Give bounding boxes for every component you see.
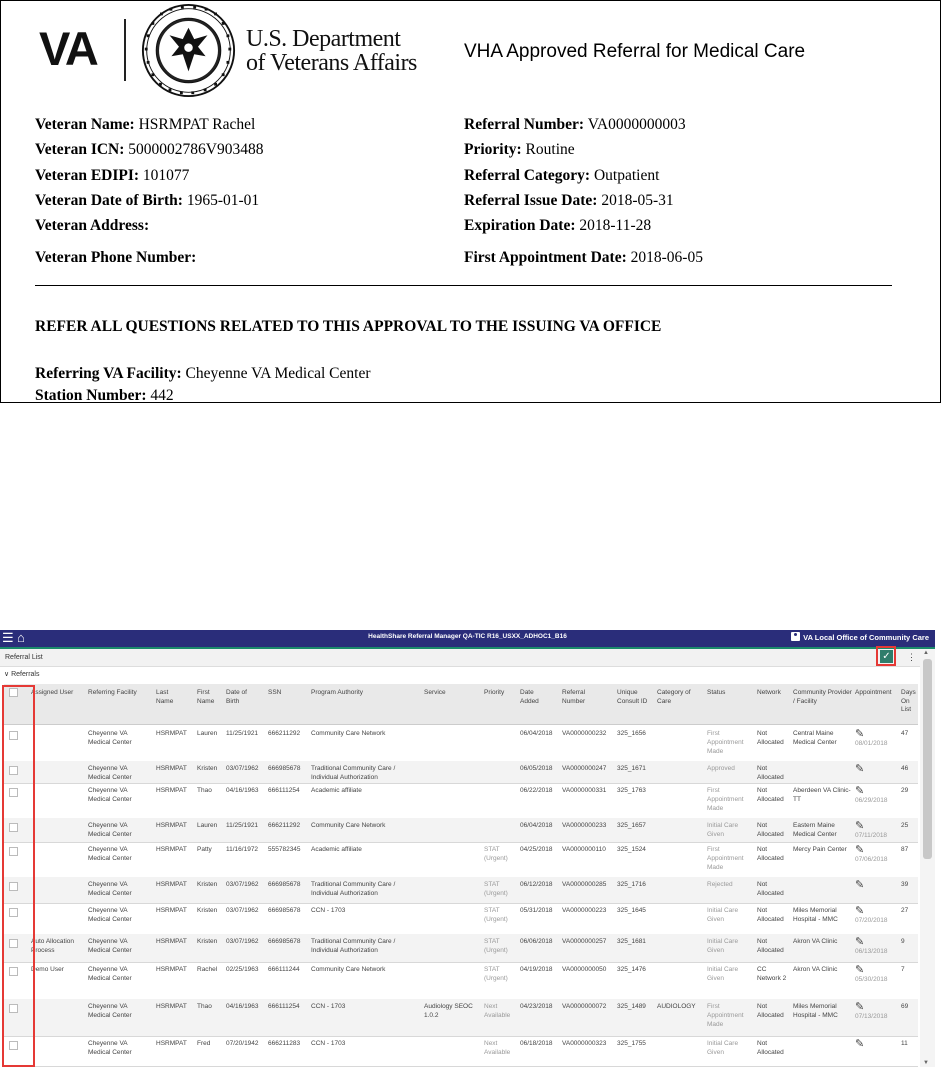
edit-appointment-icon[interactable]: ✎ bbox=[855, 728, 865, 740]
edit-appointment-icon[interactable]: ✎ bbox=[855, 936, 865, 948]
cell-priority: Next Available bbox=[484, 1040, 511, 1056]
referrals-label: Referrals bbox=[11, 671, 40, 678]
field-value: VA0000000003 bbox=[587, 116, 686, 133]
veteran-icn-field bbox=[35, 141, 263, 159]
referral-number-field bbox=[464, 116, 686, 134]
cell-ssn: 666211292 bbox=[268, 730, 301, 737]
field-label: Veteran Address: bbox=[35, 217, 150, 234]
field-value: Outpatient bbox=[593, 167, 660, 184]
cell-status: Initial Care Given bbox=[707, 907, 739, 923]
cell-facility: Cheyenne VA Medical Center bbox=[88, 730, 132, 746]
field-label: Referring VA Facility: bbox=[35, 365, 182, 382]
cell-facility: Cheyenne VA Medical Center bbox=[88, 907, 132, 923]
annotation-highlight-toggle bbox=[876, 646, 896, 666]
cell-last: HSRMPAT bbox=[156, 730, 187, 737]
field-label: Veteran Phone Number: bbox=[35, 249, 197, 266]
cell-provider: Aberdeen VA Clinic-TT bbox=[793, 787, 851, 803]
cell-first: Kristen bbox=[197, 907, 218, 914]
col-date-of-birth[interactable]: Date of Birth bbox=[226, 689, 247, 705]
cell-provider: Mercy Pain Center bbox=[793, 846, 847, 853]
veteran-edipi-field bbox=[35, 167, 189, 185]
cell-program: CCN - 1703 bbox=[311, 907, 346, 914]
field-value: 2018-05-31 bbox=[601, 192, 674, 209]
cell-consult: 325_1671 bbox=[617, 765, 646, 772]
field-label: First Appointment Date: bbox=[464, 249, 627, 266]
cell-facility: Cheyenne VA Medical Center bbox=[88, 1003, 132, 1019]
cell-refnum: VA0000000110 bbox=[562, 846, 606, 853]
field-value: HSRMPAT Rachel bbox=[138, 116, 256, 133]
cell-last: HSRMPAT bbox=[156, 1040, 187, 1047]
cell-provider: Eastern Maine Medical Center bbox=[793, 822, 837, 838]
veteran-name-field bbox=[35, 116, 255, 134]
cell-priority: STAT (Urgent) bbox=[484, 938, 508, 954]
cell-appointment-date: 07/06/2018 bbox=[855, 856, 888, 863]
col-priority[interactable]: Priority bbox=[484, 689, 505, 696]
cell-added: 06/04/2018 bbox=[520, 730, 553, 737]
cell-last: HSRMPAT bbox=[156, 907, 187, 914]
hamburger-menu-icon[interactable]: ☰ bbox=[2, 630, 14, 645]
cell-first: Patty bbox=[197, 846, 212, 853]
cell-ssn: 666111254 bbox=[268, 1003, 300, 1010]
cell-dob: 04/16/1963 bbox=[226, 1003, 259, 1010]
cell-provider: Akron VA Clinic bbox=[793, 966, 838, 973]
department-line-1: U.S. Department bbox=[246, 26, 401, 52]
cell-priority: STAT (Urgent) bbox=[484, 846, 508, 862]
field-label: Referral Category: bbox=[464, 167, 591, 184]
edit-appointment-icon[interactable]: ✎ bbox=[855, 1001, 865, 1013]
cell-program: CCN - 1703 bbox=[311, 1003, 346, 1010]
cell-status: First Appointment Made bbox=[707, 787, 744, 812]
cell-days: 39 bbox=[901, 881, 909, 888]
cell-priority: STAT (Urgent) bbox=[484, 907, 508, 923]
col-unique-consult-id[interactable]: Unique Consult ID bbox=[617, 689, 648, 705]
cell-days: 29 bbox=[901, 787, 909, 794]
cell-consult: 325_1763 bbox=[617, 787, 646, 794]
cell-first: Lauren bbox=[197, 822, 218, 829]
cell-consult: 325_1657 bbox=[617, 822, 646, 829]
table-row[interactable] bbox=[4, 999, 918, 1037]
field-label: Veteran EDIPI: bbox=[35, 167, 140, 184]
cell-network: Not Allocated bbox=[757, 730, 784, 746]
cell-consult: 325_1476 bbox=[617, 966, 646, 973]
cell-network: Not Allocated bbox=[757, 765, 784, 781]
field-label: Veteran ICN: bbox=[35, 141, 125, 158]
cell-first: Kristen bbox=[197, 765, 218, 772]
cell-refnum: VA0000000323 bbox=[562, 1040, 607, 1047]
cell-dob: 02/25/1963 bbox=[226, 966, 259, 973]
field-value: 2018-11-28 bbox=[579, 217, 652, 234]
cell-ssn: 666985678 bbox=[268, 907, 301, 914]
referral-list-label: Referral List bbox=[5, 654, 43, 661]
cell-consult: 325_1645 bbox=[617, 907, 646, 914]
cell-facility: Cheyenne VA Medical Center bbox=[88, 822, 132, 838]
scrollbar-thumb[interactable] bbox=[923, 659, 932, 859]
referral-list-bar bbox=[0, 649, 920, 667]
referral-category-field bbox=[464, 167, 659, 185]
cell-first: Kristen bbox=[197, 938, 218, 945]
department-line-2: of Veterans Affairs bbox=[246, 50, 417, 76]
cell-added: 04/19/2018 bbox=[520, 966, 553, 973]
cell-status: First Appointment Made bbox=[707, 846, 744, 871]
cell-ssn: 666211283 bbox=[268, 1040, 301, 1047]
cell-appointment-date: 06/13/2018 bbox=[855, 948, 888, 955]
cell-facility: Cheyenne VA Medical Center bbox=[88, 765, 132, 781]
app-title: HealthShare Referral Manager QA-TIC R16_USXX_ADHOC1_B16 bbox=[368, 633, 567, 640]
cell-consult: 325_1681 bbox=[617, 938, 646, 945]
user-card-icon bbox=[791, 632, 800, 641]
document-divider bbox=[35, 285, 892, 286]
cell-days: 47 bbox=[901, 730, 909, 737]
select-mode-toggle-button[interactable]: ✓ bbox=[880, 650, 893, 663]
col-first-name[interactable]: First Name bbox=[197, 689, 215, 705]
col-referral-number[interactable]: Referral Number bbox=[562, 689, 586, 705]
cell-dob: 11/25/1921 bbox=[226, 730, 259, 737]
cell-facility: Cheyenne VA Medical Center bbox=[88, 881, 132, 897]
cell-facility: Cheyenne VA Medical Center bbox=[88, 966, 132, 982]
cell-user: Demo User bbox=[31, 966, 64, 973]
cell-ssn: 555782345 bbox=[268, 846, 301, 853]
cell-status: Initial Care Given bbox=[707, 966, 739, 982]
cell-network: Not Allocated bbox=[757, 907, 784, 923]
cell-network: Not Allocated bbox=[757, 1040, 784, 1056]
cell-dob: 03/07/1962 bbox=[226, 881, 259, 888]
table-row[interactable] bbox=[4, 877, 918, 904]
cell-added: 04/23/2018 bbox=[520, 1003, 553, 1010]
edit-appointment-icon[interactable]: ✎ bbox=[855, 905, 865, 917]
field-value: 442 bbox=[150, 387, 174, 403]
cell-program: Community Care Network bbox=[311, 822, 386, 829]
col-assigned-user[interactable]: Assigned User bbox=[31, 689, 74, 696]
table-row[interactable] bbox=[4, 903, 918, 935]
cell-priority: STAT (Urgent) bbox=[484, 966, 508, 982]
field-value: 1965-01-01 bbox=[186, 192, 260, 209]
cell-appointment-date: 07/11/2018 bbox=[855, 832, 888, 839]
cell-first: Thao bbox=[197, 787, 212, 794]
cell-ssn: 666111244 bbox=[268, 966, 300, 973]
cell-last: HSRMPAT bbox=[156, 938, 187, 945]
cell-program: Academic affiliate bbox=[311, 846, 362, 853]
field-label: Priority: bbox=[464, 141, 522, 158]
cell-service: Audiology SEOC 1.0.2 bbox=[424, 1003, 473, 1019]
cell-refnum: VA0000000331 bbox=[562, 787, 607, 794]
cell-days: 25 bbox=[901, 822, 909, 829]
cell-appointment-date: 06/29/2018 bbox=[855, 797, 888, 804]
chevron-down-icon: ∨ bbox=[4, 671, 10, 678]
cell-status: First Appointment Made bbox=[707, 1003, 744, 1028]
cell-network: Not Allocated bbox=[757, 787, 784, 803]
cell-first: Rachel bbox=[197, 966, 218, 973]
cell-consult: 325_1656 bbox=[617, 730, 646, 737]
office-selector[interactable] bbox=[791, 632, 929, 642]
field-label: Expiration Date: bbox=[464, 217, 576, 234]
cell-provider: Central Maine Medical Center bbox=[793, 730, 837, 746]
referral-document bbox=[0, 0, 941, 403]
col-network[interactable]: Network bbox=[757, 689, 781, 696]
cell-consult: 325_1755 bbox=[617, 1040, 646, 1047]
cell-added: 06/06/2018 bbox=[520, 938, 553, 945]
cell-network: CC Network 2 bbox=[757, 966, 787, 982]
cell-provider: Akron VA Clinic bbox=[793, 938, 838, 945]
cell-refnum: VA0000000233 bbox=[562, 822, 607, 829]
cell-added: 06/05/2018 bbox=[520, 765, 553, 772]
cell-days: 7 bbox=[901, 966, 905, 973]
table-row[interactable] bbox=[4, 818, 918, 843]
referring-facility-field bbox=[35, 365, 371, 383]
cell-program: Community Care Network bbox=[311, 966, 386, 973]
cell-network: Not Allocated bbox=[757, 846, 784, 862]
cell-network: Not Allocated bbox=[757, 822, 784, 838]
cell-facility: Cheyenne VA Medical Center bbox=[88, 1040, 132, 1056]
cell-network: Not Allocated bbox=[757, 938, 784, 954]
priority-field bbox=[464, 141, 575, 159]
field-label: Station Number: bbox=[35, 387, 147, 403]
table-row[interactable] bbox=[4, 726, 918, 762]
field-value: 2018-06-05 bbox=[630, 249, 703, 266]
cell-appointment-date: 05/30/2018 bbox=[855, 976, 888, 983]
cell-days: 69 bbox=[901, 1003, 909, 1010]
edit-appointment-icon[interactable]: ✎ bbox=[855, 844, 865, 856]
cell-added: 04/25/2018 bbox=[520, 846, 553, 853]
table-header bbox=[4, 684, 918, 725]
edit-appointment-icon[interactable]: ✎ bbox=[855, 964, 865, 976]
table-row[interactable] bbox=[4, 761, 918, 784]
col-service[interactable]: Service bbox=[424, 689, 446, 696]
cell-ssn: 666111254 bbox=[268, 787, 300, 794]
cell-days: 27 bbox=[901, 907, 909, 914]
cell-days: 9 bbox=[901, 938, 905, 945]
field-value: Routine bbox=[525, 141, 575, 158]
cell-dob: 03/07/1962 bbox=[226, 765, 259, 772]
veteran-phone-field bbox=[35, 249, 196, 267]
cell-facility: Cheyenne VA Medical Center bbox=[88, 938, 132, 954]
cell-consult: 325_1524 bbox=[617, 846, 646, 853]
logo-divider bbox=[124, 19, 126, 81]
cell-priority: STAT (Urgent) bbox=[484, 881, 508, 897]
table-row[interactable] bbox=[4, 783, 918, 819]
cell-consult: 325_1489 bbox=[617, 1003, 646, 1010]
cell-added: 06/04/2018 bbox=[520, 822, 553, 829]
col-date-added[interactable]: Date Added bbox=[520, 689, 539, 705]
cell-added: 06/22/2018 bbox=[520, 787, 553, 794]
cell-refnum: VA0000000050 bbox=[562, 966, 607, 973]
field-label: Veteran Name: bbox=[35, 116, 135, 133]
scroll-up-icon[interactable]: ▲ bbox=[923, 650, 929, 656]
referrals-section-header[interactable] bbox=[4, 670, 39, 678]
cell-network: Not Allocated bbox=[757, 881, 784, 897]
cell-last: HSRMPAT bbox=[156, 787, 187, 794]
field-label: Referral Number: bbox=[464, 116, 585, 133]
col-program-authority[interactable]: Program Authority bbox=[311, 689, 364, 696]
cell-added: 06/18/2018 bbox=[520, 1040, 553, 1047]
cell-dob: 03/07/1962 bbox=[226, 938, 259, 945]
cell-last: HSRMPAT bbox=[156, 822, 187, 829]
col-category-of-care[interactable]: Category of Care bbox=[657, 689, 691, 705]
field-value: Cheyenne VA Medical Center bbox=[185, 365, 371, 382]
annotation-highlight-checkboxes bbox=[2, 685, 35, 1067]
cell-consult: 325_1716 bbox=[617, 881, 646, 888]
top-bar bbox=[0, 630, 935, 649]
cell-provider: Miles Memorial Hospital - MMC bbox=[793, 907, 838, 923]
col-community-provider[interactable]: Community Provider / Facility bbox=[793, 689, 852, 705]
notice-text: REFER ALL QUESTIONS RELATED TO THIS APPROVAL TO THE ISSUING VA OFFICE bbox=[35, 318, 662, 335]
edit-appointment-icon[interactable]: ✎ bbox=[855, 763, 865, 775]
cell-program: Traditional Community Care / Individual Authorization bbox=[311, 765, 396, 781]
veteran-dob-field bbox=[35, 192, 259, 210]
cell-first: Kristen bbox=[197, 881, 218, 888]
cell-dob: 03/07/1962 bbox=[226, 907, 259, 914]
cell-status: Initial Care Given bbox=[707, 938, 739, 954]
field-value: 101077 bbox=[142, 167, 190, 184]
cell-refnum: VA0000000247 bbox=[562, 765, 607, 772]
cell-priority: Next Available bbox=[484, 1003, 511, 1019]
col-last-name[interactable]: Last Name bbox=[156, 689, 174, 705]
cell-refnum: VA0000000223 bbox=[562, 907, 607, 914]
cell-days: 11 bbox=[901, 1040, 908, 1047]
department-name bbox=[246, 27, 417, 75]
cell-last: HSRMPAT bbox=[156, 846, 187, 853]
cell-refnum: VA0000000232 bbox=[562, 730, 607, 737]
col-days-on-list[interactable]: Days On List bbox=[901, 689, 916, 713]
cell-first: Fred bbox=[197, 1040, 211, 1047]
cell-refnum: VA0000000257 bbox=[562, 938, 607, 945]
scroll-down-icon[interactable]: ▼ bbox=[923, 1060, 929, 1066]
cell-category: AUDIOLOGY bbox=[657, 1003, 696, 1010]
cell-status: Initial Care Given bbox=[707, 1040, 739, 1056]
cell-status: Approved bbox=[707, 765, 735, 772]
cell-status: Initial Care Given bbox=[707, 822, 739, 838]
cell-days: 87 bbox=[901, 846, 909, 853]
cell-program: Academic affiliate bbox=[311, 787, 362, 794]
edit-appointment-icon[interactable]: ✎ bbox=[855, 820, 865, 832]
table-row[interactable] bbox=[4, 1036, 918, 1067]
home-icon[interactable]: ⌂ bbox=[17, 630, 25, 645]
field-label: Veteran Date of Birth: bbox=[35, 192, 183, 209]
va-logo: VA bbox=[39, 22, 97, 75]
cell-days: 46 bbox=[901, 765, 909, 772]
first-appointment-date-field bbox=[464, 249, 703, 267]
veteran-address-field bbox=[35, 217, 149, 235]
cell-last: HSRMPAT bbox=[156, 765, 187, 772]
cell-ssn: 666985678 bbox=[268, 765, 301, 772]
cell-dob: 04/16/1963 bbox=[226, 787, 259, 794]
col-status[interactable]: Status bbox=[707, 689, 726, 696]
cell-first: Lauren bbox=[197, 730, 218, 737]
cell-ssn: 666985678 bbox=[268, 938, 301, 945]
col-appointment[interactable]: Appointment bbox=[855, 689, 892, 696]
document-title: VHA Approved Referral for Medical Care bbox=[464, 41, 806, 62]
col-ssn[interactable]: SSN bbox=[268, 689, 282, 696]
cell-ssn: 666211292 bbox=[268, 822, 301, 829]
cell-ssn: 666985678 bbox=[268, 881, 301, 888]
cell-network: Not Allocated bbox=[757, 1003, 784, 1019]
edit-appointment-icon[interactable]: ✎ bbox=[855, 1038, 865, 1050]
edit-appointment-icon[interactable]: ✎ bbox=[855, 785, 865, 797]
table-row[interactable] bbox=[4, 934, 918, 963]
cell-program: CCN - 1703 bbox=[311, 1040, 346, 1047]
cell-refnum: VA0000000285 bbox=[562, 881, 607, 888]
field-label: Referral Issue Date: bbox=[464, 192, 598, 209]
table-row[interactable] bbox=[4, 842, 918, 878]
cell-appointment-date: 08/01/2018 bbox=[855, 740, 888, 747]
cell-dob: 11/25/1921 bbox=[226, 822, 259, 829]
cell-program: Traditional Community Care / Individual Authorization bbox=[311, 938, 396, 954]
cell-status: Rejected bbox=[707, 881, 733, 888]
vertical-scrollbar[interactable] bbox=[920, 649, 935, 1067]
cell-added: 06/12/2018 bbox=[520, 881, 553, 888]
referral-manager-app bbox=[0, 630, 935, 1067]
edit-appointment-icon[interactable]: ✎ bbox=[855, 879, 865, 891]
cell-facility: Cheyenne VA Medical Center bbox=[88, 846, 132, 862]
cell-user: Auto Allocation Process bbox=[31, 938, 75, 954]
cell-first: Thao bbox=[197, 1003, 212, 1010]
cell-appointment-date: 07/13/2018 bbox=[855, 1013, 888, 1020]
cell-added: 05/31/2018 bbox=[520, 907, 553, 914]
cell-refnum: VA0000000072 bbox=[562, 1003, 607, 1010]
va-seal-icon bbox=[141, 3, 236, 98]
col-referring-facility[interactable]: Referring Facility bbox=[88, 689, 137, 696]
referral-issue-date-field bbox=[464, 192, 674, 210]
table-row[interactable] bbox=[4, 962, 918, 1000]
cell-appointment-date: 07/20/2018 bbox=[855, 917, 888, 924]
cell-program: Community Care Network bbox=[311, 730, 386, 737]
cell-dob: 11/16/1972 bbox=[226, 846, 259, 853]
cell-last: HSRMPAT bbox=[156, 966, 187, 973]
field-value: 5000002786V903488 bbox=[128, 141, 264, 158]
expiration-date-field bbox=[464, 217, 651, 235]
cell-status: First Appointment Made bbox=[707, 730, 744, 755]
station-number-field bbox=[35, 387, 174, 403]
more-options-icon[interactable]: ⋮ bbox=[907, 652, 916, 662]
cell-dob: 07/20/1942 bbox=[226, 1040, 259, 1047]
cell-last: HSRMPAT bbox=[156, 881, 187, 888]
cell-facility: Cheyenne VA Medical Center bbox=[88, 787, 132, 803]
cell-provider: Miles Memorial Hospital - MMC bbox=[793, 1003, 838, 1019]
cell-program: Traditional Community Care / Individual Authorization bbox=[311, 881, 396, 897]
cell-last: HSRMPAT bbox=[156, 1003, 187, 1010]
office-label: VA Local Office of Community Care bbox=[803, 633, 929, 642]
